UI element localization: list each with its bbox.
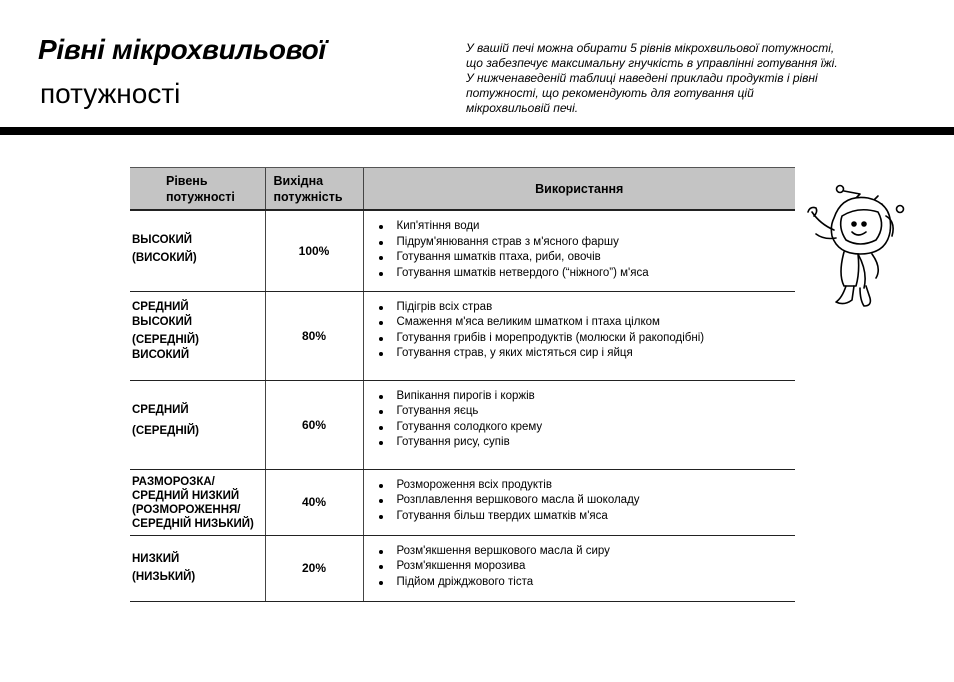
table-row <box>130 535 795 601</box>
list-item: Готування страв, у яких містяться сир і яйця <box>397 346 796 362</box>
level-cell: РАЗМОРОЗКА/ СРЕДНИЙ НИЗКИЙ (РОЗМОРОЖЕННЯ/ СЕРЕДНІЙ НИЗЬКИЙ) <box>130 469 265 535</box>
list-item: Готування шматків нетвердого (“ніжного”) м'яса <box>397 266 796 282</box>
intro-line: мікрохвильовій печі. <box>466 101 579 115</box>
level-cell: СРЕДНИЙ ВЫСОКИЙ (СЕРЕДНІЙ) ВИСОКИЙ <box>130 291 265 380</box>
level-cell: СРЕДНИЙ (СЕРЕДНІЙ) <box>130 380 265 469</box>
list-item: Розплавлення вершкового масла й шоколаду <box>397 493 796 509</box>
list-item: Випікання пирогів і коржів <box>397 389 796 405</box>
intro-text <box>466 41 886 116</box>
intro-line: У нижченаведеній таблиці наведені приклади продуктів і рівні <box>466 71 818 85</box>
intro-line: потужності, що рекомендують для готування цій <box>466 86 754 100</box>
list-item: Підрум'янювання страв з м'ясного фаршу <box>397 235 796 251</box>
cartoon-mascot-icon <box>802 182 906 312</box>
list-item: Підйом дріжджового тіста <box>397 575 796 591</box>
list-item: Готування яєць <box>397 404 796 420</box>
list-item: Розмороження всіх продуктів <box>397 478 796 494</box>
list-item: Готування грибів і морепродуктів (молюски й ракоподібні) <box>397 331 796 347</box>
usage-cell <box>363 291 795 380</box>
list-item: Готування більш твердих шматків м'яса <box>397 509 796 525</box>
list-item: Готування солодкого крему <box>397 420 796 436</box>
table-header-row <box>130 168 795 211</box>
header-divider <box>0 127 954 135</box>
usage-cell <box>363 535 795 601</box>
usage-cell <box>363 469 795 535</box>
list-item: Готування рису, супів <box>397 435 796 451</box>
usage-cell <box>363 210 795 291</box>
table-row <box>130 291 795 380</box>
list-item: Готування шматків птаха, риби, овочів <box>397 250 796 266</box>
table-row <box>130 210 795 291</box>
header-output-power: Вихідна потужність <box>265 168 363 211</box>
output-cell: 100% <box>265 210 363 291</box>
output-cell: 60% <box>265 380 363 469</box>
list-item: Смаження м'яса великим шматком і птаха цілком <box>397 315 796 331</box>
output-cell: 80% <box>265 291 363 380</box>
level-cell: НИЗКИЙ (НИЗЬКИЙ) <box>130 535 265 601</box>
output-cell: 40% <box>265 469 363 535</box>
table-row <box>130 469 795 535</box>
table-row <box>130 380 795 469</box>
intro-line: У вашій печі можна обирати 5 рівнів мікрохвильової потужності, <box>466 41 835 55</box>
list-item: Розм'якшення вершкового масла й сиру <box>397 544 796 560</box>
list-item: Кип'ятіння води <box>397 219 796 235</box>
power-levels-table <box>130 167 795 602</box>
list-item: Розм'якшення морозива <box>397 559 796 575</box>
output-cell: 20% <box>265 535 363 601</box>
header-power-level: Рівень потужності <box>130 168 265 211</box>
page-title-line1: Рівні мікрохвильової <box>38 34 326 65</box>
level-cell: ВЫСОКИЙ (ВИСОКИЙ) <box>130 210 265 291</box>
page-title-line2: потужності <box>40 78 181 109</box>
header-usage: Використання <box>363 168 795 211</box>
list-item: Підігрів всіх страв <box>397 300 796 316</box>
usage-cell <box>363 380 795 469</box>
intro-line: що забезпечує максимальну гнучкість в управлінні готування їжі. <box>466 56 838 70</box>
